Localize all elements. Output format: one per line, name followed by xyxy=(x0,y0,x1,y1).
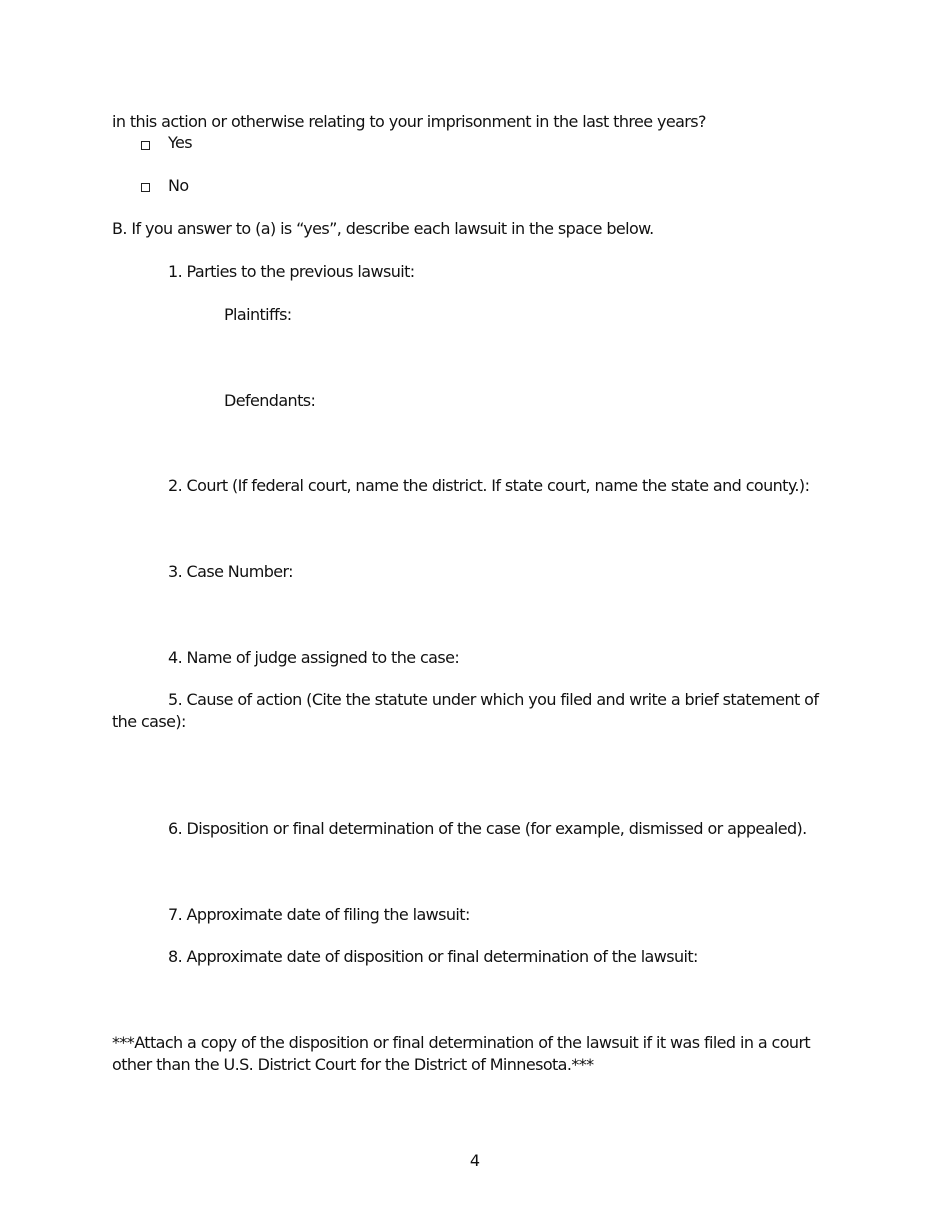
judge-label: 4. Name of judge assigned to the case: xyxy=(168,648,460,667)
plaintiffs-label: Plaintiffs: xyxy=(224,305,292,324)
disposition-label: 6. Disposition or final determination of the case (for example, dismissed or appealed). xyxy=(168,819,807,838)
yes-checkbox[interactable] xyxy=(141,141,150,150)
cause-of-action-continuation: the case): xyxy=(112,712,186,731)
case-number-label: 3. Case Number: xyxy=(168,562,293,581)
page-number: 4 xyxy=(469,1151,481,1170)
no-checkbox[interactable] xyxy=(141,183,150,192)
section-b-heading: B. If you answer to (a) is “yes”, describe each lawsuit in the space below. xyxy=(112,219,654,238)
court-label: 2. Court (If federal court, name the district. If state court, name the state and county.): xyxy=(168,476,810,495)
attach-note-line1: ***Attach a copy of the disposition or final determination of the lawsuit if it was filed in a court xyxy=(112,1033,811,1052)
no-option-label: No xyxy=(168,176,189,195)
filing-date-label: 7. Approximate date of filing the lawsuit: xyxy=(168,905,470,924)
defendants-label: Defendants: xyxy=(224,391,316,410)
intro-question-line: in this action or otherwise relating to your imprisonment in the last three years? xyxy=(112,112,706,131)
cause-of-action-label: 5. Cause of action (Cite the statute under which you filed and write a brief statement of xyxy=(168,690,819,709)
yes-option-label: Yes xyxy=(168,133,193,152)
attach-note-line2: other than the U.S. District Court for the District of Minnesota.*** xyxy=(112,1055,594,1074)
parties-label: 1. Parties to the previous lawsuit: xyxy=(168,262,415,281)
disposition-date-label: 8. Approximate date of disposition or final determination of the lawsuit: xyxy=(168,947,698,966)
